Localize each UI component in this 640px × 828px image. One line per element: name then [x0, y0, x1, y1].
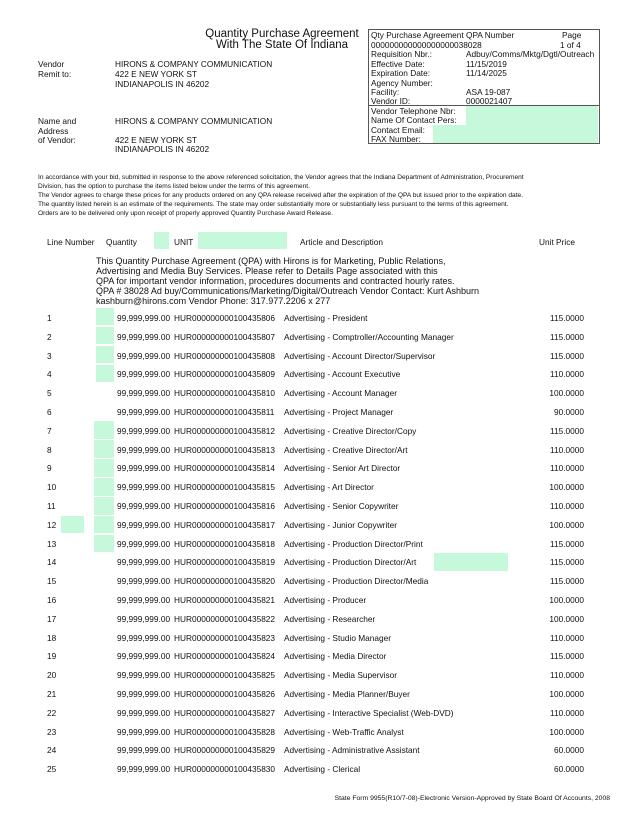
unit-price-cell: 110.0000: [550, 369, 584, 380]
description-cell: Advertising - Art Director: [284, 482, 374, 493]
line-number-cell: 23: [47, 726, 57, 737]
line-number-cell: 20: [47, 670, 57, 681]
quantity-cell: 99,999,999.00: [117, 425, 171, 436]
unit-price-cell: 100.0000: [549, 689, 584, 699]
item-code-cell: HUR000000000100435809: [174, 369, 276, 380]
table-row: [0, 633, 640, 647]
effective-date-label: Effective Date:: [371, 59, 425, 69]
description-cell: Advertising - Project Manager: [284, 407, 394, 417]
table-row: [0, 482, 640, 496]
quantity-cell: 99,999,999.00: [117, 689, 171, 699]
name-and-label: Name and: [38, 116, 77, 126]
line-number-cell: 6: [47, 407, 52, 417]
table-row: [0, 463, 640, 477]
vendor-label: Vendor: [38, 59, 65, 69]
table-row: [0, 670, 640, 684]
contact-email-label: Contact Email:: [371, 125, 425, 135]
item-code-cell: HUR000000000100435813: [174, 444, 276, 455]
item-code-cell: HUR000000000100435812: [174, 425, 276, 436]
table-row: [0, 407, 640, 421]
description-cell: Advertising - Senior Copywriter: [284, 501, 399, 511]
unit-price-cell: 60.0000: [554, 745, 584, 756]
line-number-cell: 15: [47, 576, 57, 587]
address-street: 422 E NEW YORK ST: [115, 135, 197, 145]
vendor-id-value: 0000021407: [466, 96, 513, 106]
item-code-cell: HUR000000000100435821: [174, 595, 276, 605]
table-row: [0, 557, 640, 571]
item-code-cell: HUR000000000100435825: [174, 670, 276, 681]
description-cell: Advertising - Production Director/Media: [284, 576, 429, 587]
fax-label: FAX Number:: [371, 134, 421, 144]
line-number-cell: 4: [47, 369, 52, 380]
item-code-cell: HUR000000000100435815: [174, 482, 276, 493]
unit-price-cell: 100.0000: [549, 613, 584, 624]
description-cell: Advertising - Production Director/Art: [284, 557, 417, 568]
line-number-cell: 11: [47, 501, 56, 511]
item-code-cell: HUR000000000100435808: [174, 350, 276, 361]
table-row: [0, 369, 640, 383]
description-cell: Advertising - Media Director: [284, 651, 387, 662]
contact-person-label: Name Of Contact Pers:: [371, 115, 457, 125]
item-code-cell: HUR000000000100435806: [174, 313, 276, 323]
unit-price-cell: 115.0000: [550, 557, 584, 568]
qpa-number: 000000000000000000038028: [371, 40, 482, 50]
table-row: [0, 576, 640, 590]
table-row: [0, 426, 640, 440]
phone-field[interactable]: [466, 106, 598, 116]
line-number-cell: 9: [47, 463, 52, 474]
table-row: [0, 651, 640, 665]
item-code-cell: HUR000000000100435823: [174, 632, 276, 643]
unit-price-cell: 110.0000: [550, 707, 584, 718]
quantity-cell: 99,999,999.00: [117, 313, 171, 323]
unit-price-cell: 110.0000: [550, 444, 584, 455]
quantity-cell: 99,999,999.00: [117, 595, 171, 605]
quantity-cell: 99,999,999.00: [117, 331, 171, 342]
line-number-cell: 14: [47, 557, 57, 568]
qpa-number-label: Qty Purchase Agreement QPA Number: [371, 30, 515, 40]
item-code-cell: HUR000000000100435820: [174, 576, 276, 587]
quantity-cell: 99,999,999.00: [117, 764, 171, 775]
quantity-cell: 99,999,999.00: [117, 707, 171, 718]
line-number-cell: 17: [47, 613, 57, 624]
table-row: [0, 313, 640, 327]
item-code-cell: HUR000000000100435818: [174, 538, 276, 549]
quantity-cell: 99,999,999.00: [117, 463, 171, 474]
requisition-value: Adbuy/Comms/Mktg/Dgtl/Outreach: [466, 49, 595, 59]
terms-line: In accordance with your bid, submitted in response to the above referenced solicitation, the Vendor agrees that the Indiana Department of Administration, Procurement: [38, 174, 524, 181]
qpa-description: [96, 256, 479, 306]
description-cell: Advertising - Web-Traffic Analyst: [284, 726, 404, 737]
address-label: Address: [38, 126, 69, 136]
column-header-line-number: Line Number: [47, 237, 95, 247]
header-highlight: [154, 232, 169, 249]
quantity-cell: 99,999,999.00: [117, 726, 171, 737]
form-footer: State Form 9955(R10/7-08)-Electronic Version-Approved by State Board Of Accounts, 2008: [334, 795, 610, 802]
unit-price-cell: 100.0000: [549, 482, 584, 493]
line-number-cell: 8: [47, 444, 52, 455]
line-number-cell: 1: [47, 313, 52, 323]
description-cell: Advertising - Administrative Assistant: [284, 745, 420, 756]
quantity-cell: 99,999,999.00: [117, 576, 171, 587]
expiration-date-label: Expiration Date:: [371, 68, 431, 78]
description-cell: Advertising - Researcher: [284, 613, 376, 624]
item-code-cell: HUR000000000100435829: [174, 745, 276, 756]
title-line-1: Quantity Purchase Agreement: [205, 28, 359, 40]
description-line: QPA # 38028 Ad buy/Communications/Marketing/Digital/Outreach Vendor Contact: Kurt Ashburn: [96, 286, 480, 296]
item-code-cell: HUR000000000100435826: [174, 689, 276, 699]
quantity-cell: 99,999,999.00: [117, 350, 171, 361]
description-cell: Advertising - Account Manager: [284, 388, 397, 399]
description-cell: Advertising - Clerical: [284, 764, 361, 775]
line-number-cell: 16: [47, 595, 57, 605]
quantity-cell: 99,999,999.00: [117, 632, 171, 643]
line-number-cell: 12: [47, 519, 57, 530]
line-number-cell: 2: [47, 331, 52, 342]
vendor-street: 422 E NEW YORK ST: [115, 69, 197, 79]
table-row: [0, 745, 640, 759]
line-number-cell: 3: [47, 350, 52, 361]
description-cell: Advertising - Comptroller/Accounting Manager: [284, 331, 454, 342]
unit-price-cell: 60.0000: [554, 764, 584, 775]
page-value: 1 of 4: [560, 40, 581, 50]
quantity-cell: 99,999,999.00: [117, 482, 171, 493]
description-cell: Advertising - Media Supervisor: [284, 670, 397, 681]
description-cell: Advertising - Senior Art Director: [284, 463, 401, 474]
terms-line: The Vendor agrees to charge these prices for any products ordered on any QPA release received after the expiration of the QPA but issued prior to the expiration date.: [38, 192, 524, 199]
terms-line: Division, has the option to purchase the items listed below under the terms of this agreement.: [38, 183, 310, 190]
table-row: [0, 689, 640, 703]
quantity-cell: 99,999,999.00: [117, 651, 171, 662]
line-number-cell: 13: [47, 538, 57, 549]
description-line: kashburn@hirons.com Vendor Phone: 317.977.2206 x 277: [96, 296, 331, 306]
description-cell: Advertising - Production Director/Print: [284, 538, 423, 549]
line-number-cell: 19: [47, 651, 57, 662]
item-code-cell: HUR000000000100435814: [174, 463, 276, 474]
unit-price-cell: 115.0000: [550, 576, 584, 587]
table-row: [0, 501, 640, 515]
item-code-cell: HUR000000000100435824: [174, 651, 276, 662]
vendor-city: INDIANAPOLIS IN 46202: [115, 79, 210, 89]
item-code-cell: HUR000000000100435828: [174, 726, 276, 737]
title-line-2: With The State Of Indiana: [215, 39, 349, 51]
line-number-cell: 22: [47, 707, 57, 718]
requisition-label: Requisition Nbr.:: [371, 49, 432, 59]
line-number-cell: 25: [47, 764, 57, 775]
description-cell: Advertising - Junior Copywriter: [284, 519, 397, 530]
item-code-cell: HUR000000000100435827: [174, 707, 276, 718]
description-cell: Advertising - Studio Manager: [284, 632, 391, 643]
table-row: [0, 727, 640, 741]
expiration-date-value: 11/14/2025: [466, 68, 507, 78]
unit-price-cell: 115.0000: [550, 425, 584, 436]
address-vendor-name: HIRONS & COMPANY COMMUNICATION: [115, 116, 273, 126]
quantity-cell: 99,999,999.00: [117, 444, 171, 455]
terms-paragraph: [38, 173, 524, 218]
quantity-cell: 99,999,999.00: [117, 613, 171, 624]
description-cell: Advertising - President: [284, 313, 368, 323]
unit-price-cell: 115.0000: [550, 538, 584, 549]
remit-label: Remit to:: [38, 69, 72, 79]
unit-price-cell: 110.0000: [550, 501, 584, 511]
quantity-cell: 99,999,999.00: [117, 501, 171, 511]
of-vendor-label: of Vendor:: [38, 135, 76, 145]
description-line: This Quantity Purchase Agreement (QPA) with Hirons is for Marketing, Public Relations,: [96, 256, 446, 266]
quantity-cell: 99,999,999.00: [117, 670, 171, 681]
agency-number-label: Agency Number:: [371, 78, 433, 88]
unit-price-cell: 115.0000: [550, 350, 584, 361]
item-code-cell: HUR000000000100435807: [174, 331, 276, 342]
quantity-cell: 99,999,999.00: [117, 745, 171, 756]
line-number-cell: 10: [47, 482, 57, 493]
terms-line: Orders are to be delivered only upon receipt of properly approved Quantity Purchase Award Release.: [38, 210, 333, 217]
description-cell: Advertising - Account Director/Supervisor: [284, 350, 436, 361]
line-number-cell: 5: [47, 388, 52, 399]
fax-field[interactable]: [433, 134, 598, 143]
unit-price-cell: 100.0000: [549, 595, 584, 605]
item-code-cell: HUR000000000100435817: [174, 519, 276, 530]
effective-date-value: 11/15/2019: [466, 59, 507, 69]
quantity-cell: 99,999,999.00: [117, 407, 171, 417]
item-code-cell: HUR000000000100435816: [174, 501, 276, 511]
facility-label: Facility:: [371, 87, 400, 97]
unit-price-cell: 100.0000: [549, 388, 584, 399]
terms-line: The quantity listed herein is an estimate of the requirements. The state may order substantially more or substantially less pursuant to the terms of this agreement.: [38, 201, 509, 208]
table-row: [0, 520, 640, 534]
quantity-cell: 99,999,999.00: [117, 519, 171, 530]
table-row: [0, 445, 640, 459]
description-cell: Advertising - Creative Director/Copy: [284, 425, 417, 436]
unit-price-cell: 110.0000: [550, 670, 584, 681]
column-header-unit-price: Unit Price: [539, 237, 575, 247]
item-code-cell: HUR000000000100435830: [174, 764, 276, 775]
description-cell: Advertising - Creative Director/Art: [284, 444, 408, 455]
description-cell: Advertising - Media Planner/Buyer: [284, 689, 410, 699]
unit-price-cell: 115.0000: [550, 331, 584, 342]
item-code-cell: HUR000000000100435819: [174, 557, 276, 568]
line-number-cell: 18: [47, 632, 57, 643]
unit-price-cell: 100.0000: [549, 519, 584, 530]
unit-price-cell: 110.0000: [550, 632, 584, 643]
table-row: [0, 595, 640, 609]
column-header-unit: UNIT: [174, 237, 194, 247]
quantity-cell: 99,999,999.00: [117, 388, 171, 399]
facility-value: ASA 19-087: [466, 87, 511, 97]
table-row: [0, 764, 640, 778]
line-number-cell: 21: [47, 689, 57, 699]
quantity-cell: 99,999,999.00: [117, 538, 171, 549]
line-number-cell: 7: [47, 425, 52, 436]
description-line: Advertising and Media Buy Services. Please refer to Details Page associated with this: [96, 266, 438, 276]
quantity-cell: 99,999,999.00: [117, 557, 171, 568]
table-row: [0, 351, 640, 365]
line-number-cell: 24: [47, 745, 57, 756]
table-row: [0, 614, 640, 628]
unit-price-cell: 90.0000: [554, 407, 584, 417]
page-title: [196, 29, 368, 51]
page-label: Page: [562, 30, 582, 40]
column-header-article: Article and Description: [300, 237, 384, 247]
vendor-name: HIRONS & COMPANY COMMUNICATION: [115, 59, 273, 69]
table-row: [0, 388, 640, 402]
header-highlight: [198, 232, 287, 249]
table-row: [0, 708, 640, 722]
vendor-id-label: Vendor ID:: [371, 96, 411, 106]
item-code-cell: HUR000000000100435810: [174, 388, 276, 399]
item-code-cell: HUR000000000100435811: [174, 407, 275, 417]
description-cell: Advertising - Interactive Specialist (Web-DVD): [284, 707, 454, 718]
phone-label: Vendor Telephone Nbr:: [371, 106, 456, 116]
column-header-quantity: Quantity: [106, 237, 137, 247]
table-row: [0, 332, 640, 346]
table-row: [0, 539, 640, 553]
item-code-cell: HUR000000000100435822: [174, 613, 276, 624]
unit-price-cell: 115.0000: [550, 313, 584, 323]
description-cell: Advertising - Account Executive: [284, 369, 401, 380]
unit-price-cell: 100.0000: [549, 726, 584, 737]
unit-price-cell: 115.0000: [550, 651, 584, 662]
description-line: QPA for important vendor information, procedures documents and contracted hourly rates.: [96, 276, 455, 286]
unit-price-cell: 110.0000: [550, 463, 584, 474]
quantity-cell: 99,999,999.00: [117, 369, 171, 380]
address-city: INDIANAPOLIS IN 46202: [115, 144, 210, 154]
description-cell: Advertising - Producer: [284, 595, 367, 605]
